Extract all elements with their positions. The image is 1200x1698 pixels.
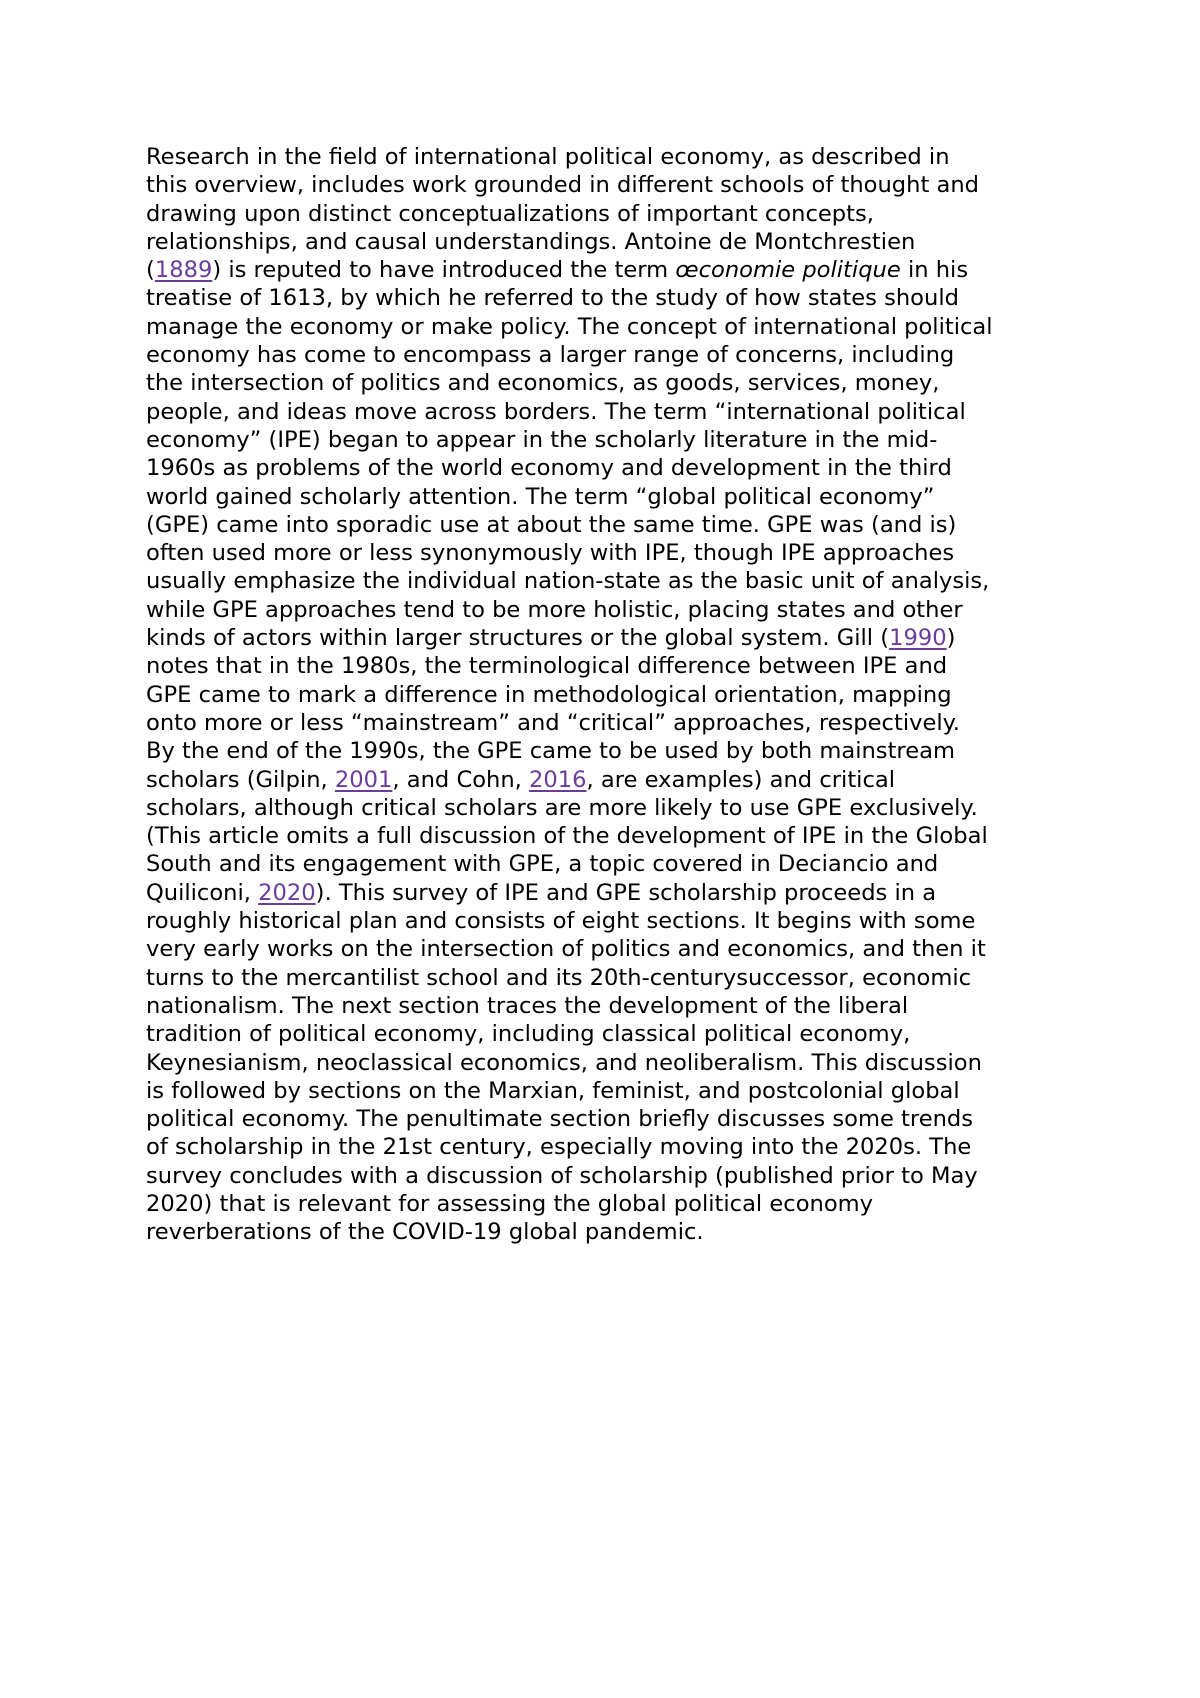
- text-segment: , are examples) and critical: [586, 766, 896, 793]
- text-segment: people, and ideas move across borders. The term “international political: [146, 398, 966, 425]
- citation-year-link[interactable]: 2001: [334, 766, 393, 793]
- text-segment: roughly historical plan and consists of eight sections. It begins with some: [146, 908, 976, 935]
- text-line: [146, 794, 1076, 822]
- text-line: [146, 992, 1076, 1020]
- text-segment: Research in the field of international political economy, as described in: [146, 144, 950, 170]
- text-segment: often used more or less synonymously with IPE, though IPE approaches: [146, 540, 955, 567]
- text-line: [146, 766, 1076, 794]
- text-line: [146, 171, 1076, 199]
- text-segment: kinds of actors within larger structures or the global system. Gill (: [146, 625, 890, 652]
- text-segment: manage the economy or make policy. The concept of international political: [146, 313, 993, 340]
- text-segment: economy” (IPE) began to appear in the scholarly literature in the mid-: [146, 426, 938, 453]
- text-line: [146, 1020, 1076, 1048]
- text-line: [146, 1133, 1076, 1161]
- text-segment: (This article omits a full discussion of the development of IPE in the Global: [146, 823, 988, 850]
- text-segment: treatise of 1613, by which he referred to the study of how states should: [146, 285, 959, 312]
- text-line: [146, 879, 1076, 907]
- text-line: [146, 596, 1076, 624]
- text-segment: ). This survey of IPE and GPE scholarship proceeds in a: [315, 879, 937, 906]
- text-line: [146, 681, 1076, 709]
- text-segment: is followed by sections on the Marxian, feminist, and postcolonial global: [146, 1077, 960, 1104]
- text-line: [146, 1105, 1076, 1133]
- text-line: [146, 539, 1076, 567]
- citation-year-link[interactable]: 1990: [889, 625, 947, 652]
- citation-year-link[interactable]: 2016: [529, 766, 587, 793]
- text-segment: political economy. The penultimate section briefly discusses some trends: [146, 1106, 974, 1133]
- text-line: [146, 341, 1076, 369]
- text-segment: survey concludes with a discussion of scholarship (published prior to May: [146, 1162, 978, 1189]
- text-segment: South and its engagement with GPE, a topic covered in Deciancio and: [146, 851, 939, 878]
- text-segment: in his: [900, 257, 969, 284]
- text-line: [146, 964, 1076, 992]
- text-segment: nationalism. The next section traces the development of the liberal: [146, 992, 909, 1019]
- text-line: [146, 143, 1076, 171]
- text-segment: notes that in the 1980s, the terminological difference between IPE and: [146, 653, 948, 680]
- text-segment: 1960s as problems of the world economy and development in the third: [146, 455, 952, 482]
- text-segment: (GPE) came into sporadic use at about the same time. GPE was (and is): [146, 511, 957, 538]
- text-line: [146, 1162, 1076, 1190]
- text-line: [146, 200, 1076, 228]
- text-line: [146, 511, 1076, 539]
- text-line: [146, 567, 1076, 595]
- text-line: [146, 652, 1076, 680]
- text-line: [146, 284, 1076, 312]
- text-line: [146, 228, 1076, 256]
- text-line: [146, 369, 1076, 397]
- text-segment: scholars, although critical scholars are more likely to use GPE exclusively.: [146, 794, 978, 821]
- text-segment: relationships, and causal understandings. Antoine de Montchrestien: [146, 228, 916, 255]
- text-segment: usually emphasize the individual nation-state as the basic unit of analysis,: [146, 568, 990, 595]
- text-segment: turns to the mercantilist school and its 20th-centurysuccessor, economic: [146, 964, 972, 991]
- text-line: [146, 850, 1076, 878]
- text-segment: GPE came to mark a difference in methodological orientation, mapping: [146, 681, 952, 708]
- text-segment: world gained scholarly attention. The term “global political economy”: [146, 483, 935, 510]
- text-segment: 2020) that is relevant for assessing the global political economy: [146, 1190, 874, 1217]
- text-line: [146, 1049, 1076, 1077]
- text-segment: while GPE approaches tend to be more holistic, placing states and other: [146, 596, 963, 623]
- text-segment: the intersection of politics and economics, as goods, services, money,: [146, 370, 940, 397]
- text-line: [146, 398, 1076, 426]
- text-line: [146, 737, 1076, 765]
- text-line: [146, 624, 1076, 652]
- text-segment: tradition of political economy, including classical political economy,: [146, 1021, 911, 1048]
- text-line: [146, 1190, 1076, 1218]
- text-line: [146, 709, 1076, 737]
- text-segment: of scholarship in the 21st century, especially moving into the 2020s. The: [146, 1134, 972, 1161]
- text-line: [146, 822, 1076, 850]
- text-segment: Keynesianism, neoclassical economics, and neoliberalism. This discussion: [146, 1049, 982, 1076]
- text-line: [146, 313, 1076, 341]
- text-line: [146, 907, 1076, 935]
- text-segment: ): [946, 625, 956, 652]
- text-segment: onto more or less “mainstream” and “critical” approaches, respectively.: [146, 709, 960, 736]
- body-paragraph: [146, 143, 1076, 1247]
- citation-year-link[interactable]: 1889: [154, 257, 213, 284]
- text-segment: reverberations of the COVID-19 global pandemic.: [146, 1219, 704, 1246]
- text-segment: By the end of the 1990s, the GPE came to be used by both mainstream: [146, 738, 955, 765]
- text-segment: , and Cohn,: [392, 766, 530, 793]
- text-segment: economy has come to encompass a larger range of concerns, including: [146, 342, 955, 369]
- text-segment: scholars (Gilpin,: [146, 766, 335, 793]
- text-line: [146, 256, 1076, 284]
- text-segment: this overview, includes work grounded in different schools of thought and: [146, 172, 980, 199]
- text-line: [146, 454, 1076, 482]
- text-line: [146, 483, 1076, 511]
- text-line: [146, 1077, 1076, 1105]
- text-segment: ) is reputed to have introduced the term: [212, 257, 676, 284]
- italic-term: œconomie politique: [675, 257, 901, 284]
- text-segment: Quiliconi,: [146, 879, 259, 906]
- text-segment: (: [146, 257, 155, 284]
- text-line: [146, 1218, 1076, 1246]
- citation-year-link[interactable]: 2020: [258, 879, 316, 906]
- text-segment: very early works on the intersection of politics and economics, and then it: [146, 936, 986, 963]
- text-line: [146, 935, 1076, 963]
- text-line: [146, 426, 1076, 454]
- text-segment: drawing upon distinct conceptualizations of important concepts,: [146, 200, 874, 227]
